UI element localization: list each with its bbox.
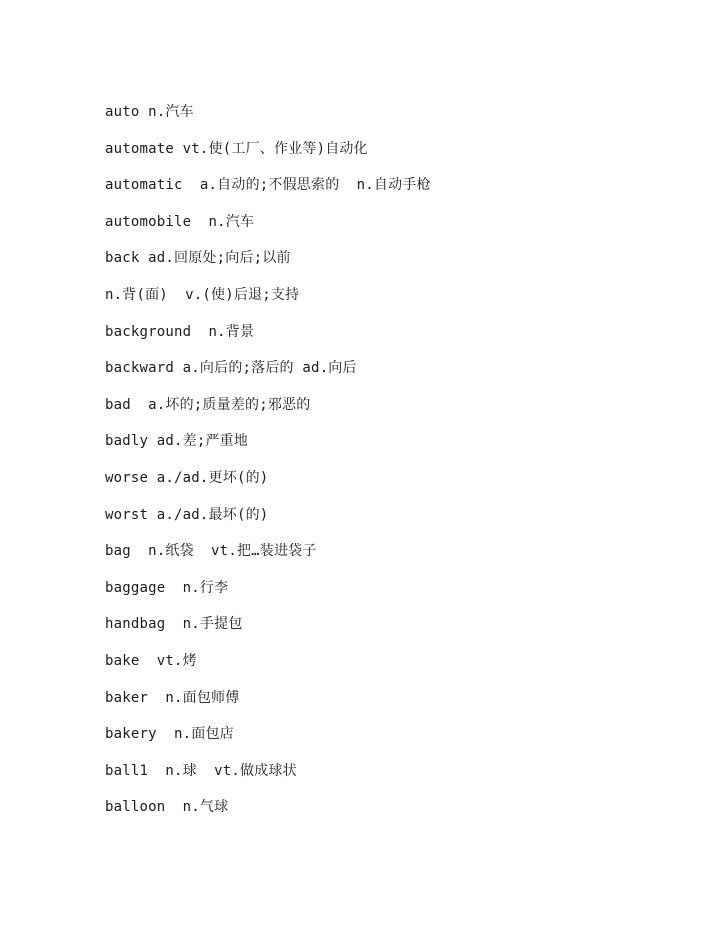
word-entry: automatic a.自动的;不假思索的 n.自动手枪 [105, 177, 431, 194]
word-entry: badly ad.差;严重地 [105, 433, 249, 450]
word-entry: bad a.坏的;质量差的;邪恶的 [105, 396, 311, 413]
word-entry: automobile n.汽车 [105, 213, 255, 230]
word-entry: back ad.回原处;向后;以前 [105, 250, 291, 267]
word-entry: worse a./ad.更坏(的) [105, 469, 269, 486]
word-entry: backward a.向后的;落后的 ad.向后 [105, 360, 357, 377]
word-entry: background n.背景 [105, 323, 255, 340]
word-entry: worst a./ad.最坏(的) [105, 506, 269, 523]
word-entry: ball1 n.球 vt.做成球状 [105, 762, 297, 779]
word-entry: baggage n.行李 [105, 579, 229, 596]
word-entry: n.背(面) v.(使)后退;支持 [105, 286, 300, 303]
word-entry: baker n.面包师傅 [105, 689, 240, 706]
word-list [105, 94, 680, 826]
word-entry: bakery n.面包店 [105, 726, 234, 743]
word-entry: balloon n.气球 [105, 799, 229, 816]
word-entry: bake vt.烤 [105, 652, 197, 669]
word-entry: handbag n.手提包 [105, 616, 243, 633]
word-entry: automate vt.使(工厂、作业等)自动化 [105, 140, 368, 157]
word-entry: bag n.纸袋 vt.把…装进袋子 [105, 543, 317, 560]
word-entry: auto n.汽车 [105, 104, 194, 120]
